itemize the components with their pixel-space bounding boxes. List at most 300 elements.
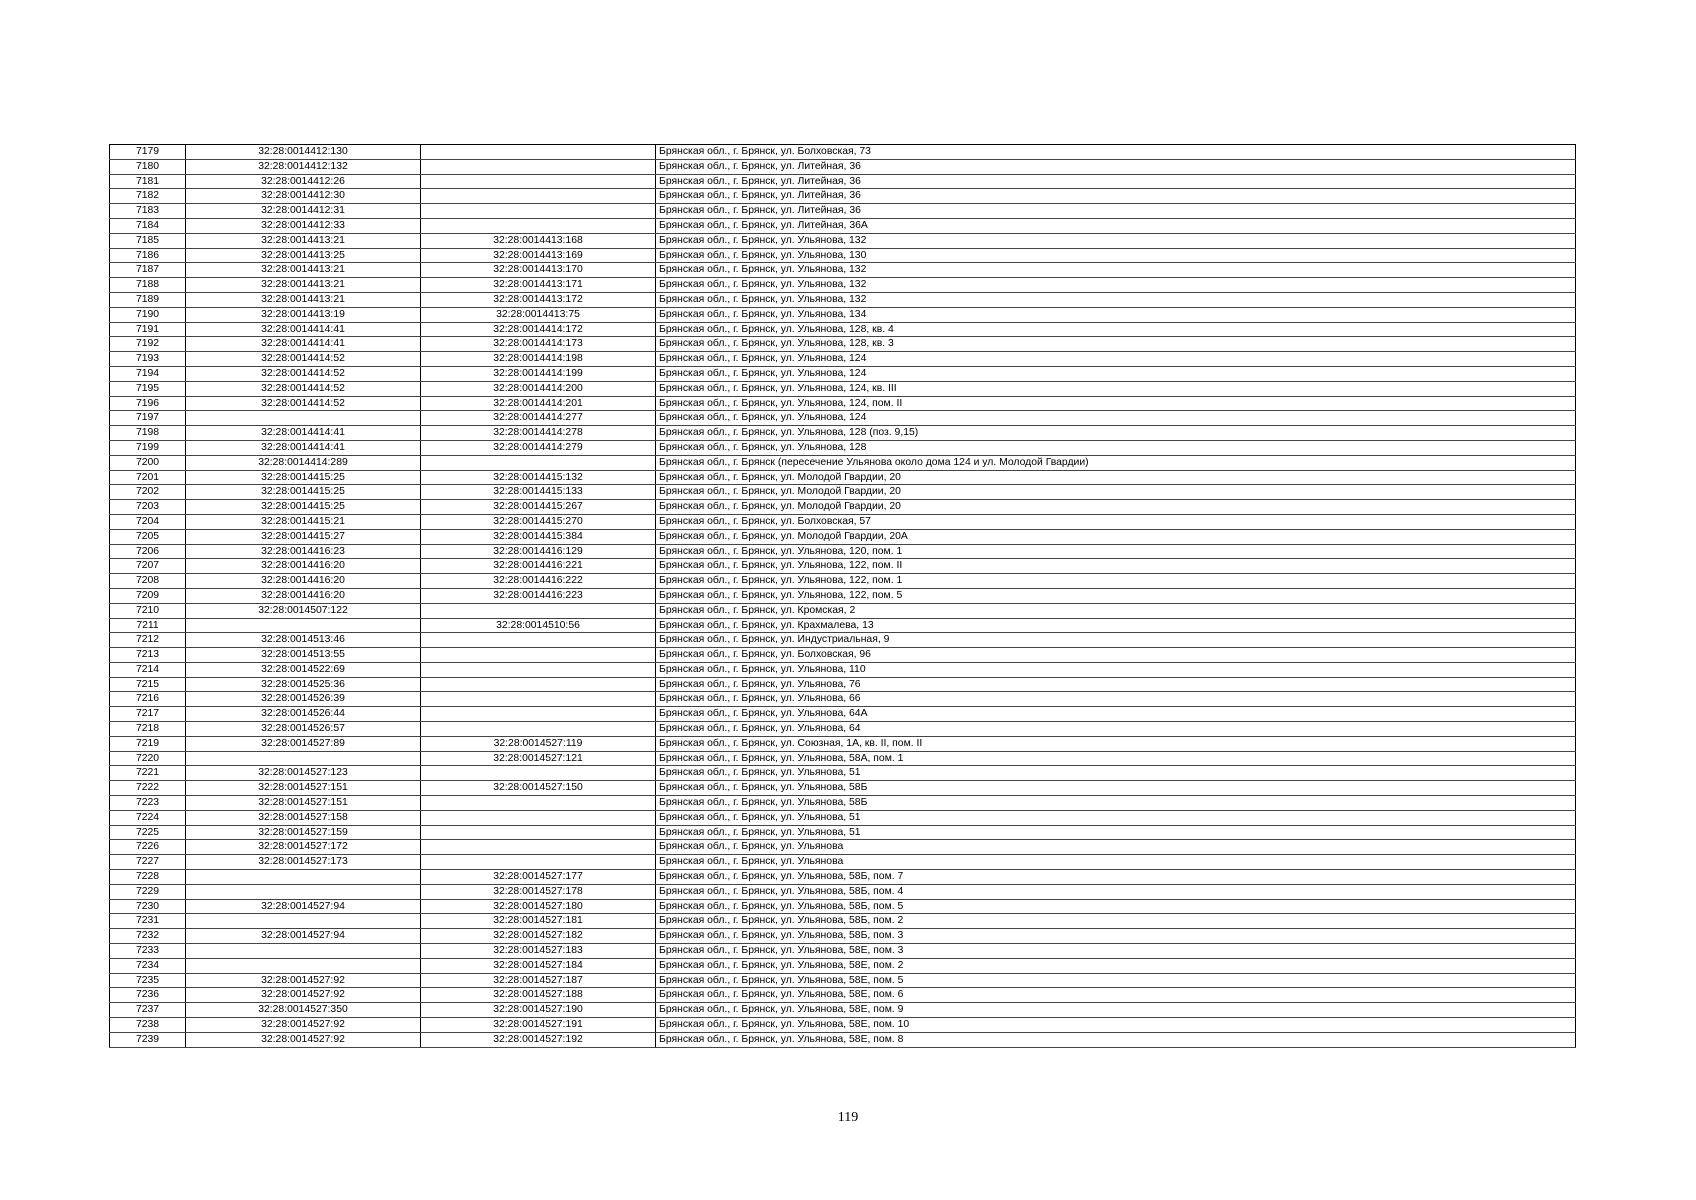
row-number-cell: 7235 [110, 973, 186, 988]
address-cell: Брянская обл., г. Брянск, ул. Болховская, 73 [656, 145, 1576, 160]
address-cell: Брянская обл., г. Брянск, ул. Литейная, 36 [656, 174, 1576, 189]
address-cell: Брянская обл., г. Брянск, ул. Ульянова, 66 [656, 692, 1576, 707]
object-cadastral-number-cell: 32:28:0014527:181 [421, 914, 656, 929]
table-row [110, 559, 1576, 574]
table-row [110, 988, 1576, 1003]
row-number-cell: 7216 [110, 692, 186, 707]
row-number-cell: 7233 [110, 944, 186, 959]
table-row [110, 840, 1576, 855]
object-cadastral-number-cell: 32:28:0014414:279 [421, 440, 656, 455]
row-number-cell: 7197 [110, 411, 186, 426]
table-row [110, 307, 1576, 322]
table-body [110, 145, 1576, 1048]
land-cadastral-number-cell: 32:28:0014527:92 [186, 1032, 421, 1047]
table-row [110, 1032, 1576, 1047]
object-cadastral-number-cell: 32:28:0014413:171 [421, 278, 656, 293]
row-number-cell: 7234 [110, 958, 186, 973]
address-cell: Брянская обл., г. Брянск, ул. Ульянова, 128, кв. 3 [656, 337, 1576, 352]
object-cadastral-number-cell: 32:28:0014527:180 [421, 899, 656, 914]
object-cadastral-number-cell: 32:28:0014415:267 [421, 500, 656, 515]
object-cadastral-number-cell: 32:28:0014414:199 [421, 366, 656, 381]
land-cadastral-number-cell: 32:28:0014412:132 [186, 159, 421, 174]
land-cadastral-number-cell: 32:28:0014527:94 [186, 929, 421, 944]
row-number-cell: 7181 [110, 174, 186, 189]
table-row [110, 145, 1576, 160]
row-number-cell: 7179 [110, 145, 186, 160]
row-number-cell: 7236 [110, 988, 186, 1003]
land-cadastral-number-cell: 32:28:0014412:33 [186, 218, 421, 233]
row-number-cell: 7204 [110, 514, 186, 529]
object-cadastral-number-cell: 32:28:0014527:178 [421, 884, 656, 899]
object-cadastral-number-cell [421, 707, 656, 722]
address-cell: Брянская обл., г. Брянск, ул. Болховская, 57 [656, 514, 1576, 529]
address-cell: Брянская обл., г. Брянск, ул. Ульянова, 64 [656, 722, 1576, 737]
land-cadastral-number-cell: 32:28:0014414:41 [186, 426, 421, 441]
row-number-cell: 7199 [110, 440, 186, 455]
table-row [110, 662, 1576, 677]
table-row [110, 899, 1576, 914]
object-cadastral-number-cell: 32:28:0014413:168 [421, 233, 656, 248]
land-cadastral-number-cell: 32:28:0014414:41 [186, 337, 421, 352]
address-cell: Брянская обл., г. Брянск, ул. Ульянова, 134 [656, 307, 1576, 322]
table-row [110, 633, 1576, 648]
table-row [110, 248, 1576, 263]
row-number-cell: 7222 [110, 781, 186, 796]
object-cadastral-number-cell [421, 455, 656, 470]
row-number-cell: 7187 [110, 263, 186, 278]
land-cadastral-number-cell: 32:28:0014416:20 [186, 574, 421, 589]
row-number-cell: 7229 [110, 884, 186, 899]
table-row [110, 218, 1576, 233]
object-cadastral-number-cell: 32:28:0014415:270 [421, 514, 656, 529]
row-number-cell: 7196 [110, 396, 186, 411]
land-cadastral-number-cell: 32:28:0014415:25 [186, 500, 421, 515]
land-cadastral-number-cell: 32:28:0014413:21 [186, 292, 421, 307]
table-row [110, 292, 1576, 307]
row-number-cell: 7203 [110, 500, 186, 515]
object-cadastral-number-cell [421, 603, 656, 618]
land-cadastral-number-cell: 32:28:0014527:94 [186, 899, 421, 914]
cadastral-table [109, 144, 1576, 1048]
table-row [110, 426, 1576, 441]
land-cadastral-number-cell: 32:28:0014527:158 [186, 810, 421, 825]
object-cadastral-number-cell: 32:28:0014527:184 [421, 958, 656, 973]
row-number-cell: 7189 [110, 292, 186, 307]
row-number-cell: 7188 [110, 278, 186, 293]
object-cadastral-number-cell: 32:28:0014414:173 [421, 337, 656, 352]
table-row [110, 870, 1576, 885]
address-cell: Брянская обл., г. Брянск, ул. Ульянова, 58Е, пом. 6 [656, 988, 1576, 1003]
table-row [110, 470, 1576, 485]
land-cadastral-number-cell [186, 958, 421, 973]
table-row [110, 174, 1576, 189]
object-cadastral-number-cell [421, 825, 656, 840]
address-cell: Брянская обл., г. Брянск, ул. Ульянова, 58Б, пом. 3 [656, 929, 1576, 944]
row-number-cell: 7221 [110, 766, 186, 781]
table-row [110, 485, 1576, 500]
row-number-cell: 7230 [110, 899, 186, 914]
object-cadastral-number-cell: 32:28:0014527:150 [421, 781, 656, 796]
address-cell: Брянская обл., г. Брянск, ул. Литейная, 36 [656, 159, 1576, 174]
land-cadastral-number-cell: 32:28:0014527:350 [186, 1003, 421, 1018]
object-cadastral-number-cell: 32:28:0014414:198 [421, 352, 656, 367]
table-row [110, 1018, 1576, 1033]
table-row [110, 736, 1576, 751]
address-cell: Брянская обл., г. Брянск, ул. Ульянова, 64А [656, 707, 1576, 722]
land-cadastral-number-cell: 32:28:0014527:159 [186, 825, 421, 840]
row-number-cell: 7211 [110, 618, 186, 633]
address-cell: Брянская обл., г. Брянск, ул. Ульянова, 124 [656, 366, 1576, 381]
object-cadastral-number-cell: 32:28:0014413:75 [421, 307, 656, 322]
row-number-cell: 7186 [110, 248, 186, 263]
object-cadastral-number-cell [421, 692, 656, 707]
object-cadastral-number-cell: 32:28:0014415:132 [421, 470, 656, 485]
row-number-cell: 7224 [110, 810, 186, 825]
table-row [110, 855, 1576, 870]
object-cadastral-number-cell [421, 662, 656, 677]
table-row [110, 618, 1576, 633]
row-number-cell: 7218 [110, 722, 186, 737]
land-cadastral-number-cell: 32:28:0014527:89 [186, 736, 421, 751]
land-cadastral-number-cell: 32:28:0014527:172 [186, 840, 421, 855]
land-cadastral-number-cell: 32:28:0014413:21 [186, 263, 421, 278]
object-cadastral-number-cell: 32:28:0014416:222 [421, 574, 656, 589]
object-cadastral-number-cell [421, 648, 656, 663]
land-cadastral-number-cell: 32:28:0014414:289 [186, 455, 421, 470]
land-cadastral-number-cell: 32:28:0014526:39 [186, 692, 421, 707]
address-cell: Брянская обл., г. Брянск, ул. Ульянова [656, 840, 1576, 855]
row-number-cell: 7195 [110, 381, 186, 396]
table-row [110, 366, 1576, 381]
address-cell: Брянская обл., г. Брянск, ул. Ульянова, 132 [656, 263, 1576, 278]
address-cell: Брянская обл., г. Брянск, ул. Ульянова, 122, пом. 5 [656, 588, 1576, 603]
table-row [110, 751, 1576, 766]
table-row [110, 648, 1576, 663]
object-cadastral-number-cell: 32:28:0014414:277 [421, 411, 656, 426]
land-cadastral-number-cell: 32:28:0014412:130 [186, 145, 421, 160]
row-number-cell: 7220 [110, 751, 186, 766]
land-cadastral-number-cell: 32:28:0014412:30 [186, 189, 421, 204]
object-cadastral-number-cell: 32:28:0014414:200 [421, 381, 656, 396]
address-cell: Брянская обл., г. Брянск, ул. Ульянова, 58Е, пом. 10 [656, 1018, 1576, 1033]
table-row [110, 781, 1576, 796]
row-number-cell: 7190 [110, 307, 186, 322]
land-cadastral-number-cell: 32:28:0014414:52 [186, 352, 421, 367]
row-number-cell: 7215 [110, 677, 186, 692]
land-cadastral-number-cell: 32:28:0014527:123 [186, 766, 421, 781]
address-cell: Брянская обл., г. Брянск, ул. Ульянова, 124 [656, 411, 1576, 426]
address-cell: Брянская обл., г. Брянск, ул. Ульянова, 58Е, пом. 2 [656, 958, 1576, 973]
table-row [110, 233, 1576, 248]
land-cadastral-number-cell: 32:28:0014414:52 [186, 381, 421, 396]
object-cadastral-number-cell: 32:28:0014413:169 [421, 248, 656, 263]
table-row [110, 189, 1576, 204]
land-cadastral-number-cell [186, 914, 421, 929]
address-cell: Брянская обл., г. Брянск, ул. Ульянова, 58Б, пом. 5 [656, 899, 1576, 914]
address-cell: Брянская обл., г. Брянск, ул. Ульянова, 58Б [656, 796, 1576, 811]
land-cadastral-number-cell: 32:28:0014413:19 [186, 307, 421, 322]
land-cadastral-number-cell [186, 944, 421, 959]
table-row [110, 263, 1576, 278]
address-cell: Брянская обл., г. Брянск, ул. Молодой Гвардии, 20 [656, 500, 1576, 515]
address-cell: Брянская обл., г. Брянск, ул. Ульянова, 132 [656, 233, 1576, 248]
object-cadastral-number-cell [421, 218, 656, 233]
land-cadastral-number-cell: 32:28:0014415:25 [186, 470, 421, 485]
object-cadastral-number-cell: 32:28:0014415:384 [421, 529, 656, 544]
table-row [110, 944, 1576, 959]
address-cell: Брянская обл., г. Брянск, ул. Ульянова, 51 [656, 825, 1576, 840]
row-number-cell: 7182 [110, 189, 186, 204]
address-cell: Брянская обл., г. Брянск, ул. Индустриальная, 9 [656, 633, 1576, 648]
object-cadastral-number-cell [421, 204, 656, 219]
table-row [110, 603, 1576, 618]
object-cadastral-number-cell: 32:28:0014527:190 [421, 1003, 656, 1018]
address-cell: Брянская обл., г. Брянск, ул. Ульянова, 58Б, пом. 2 [656, 914, 1576, 929]
row-number-cell: 7238 [110, 1018, 186, 1033]
object-cadastral-number-cell [421, 722, 656, 737]
object-cadastral-number-cell: 32:28:0014414:172 [421, 322, 656, 337]
land-cadastral-number-cell: 32:28:0014416:20 [186, 559, 421, 574]
land-cadastral-number-cell: 32:28:0014525:36 [186, 677, 421, 692]
table-row [110, 707, 1576, 722]
row-number-cell: 7227 [110, 855, 186, 870]
table-row [110, 796, 1576, 811]
address-cell: Брянская обл., г. Брянск, ул. Ульянова, 51 [656, 766, 1576, 781]
table-row [110, 455, 1576, 470]
object-cadastral-number-cell [421, 796, 656, 811]
address-cell: Брянская обл., г. Брянск, ул. Союзная, 1А, кв. II, пом. II [656, 736, 1576, 751]
land-cadastral-number-cell: 32:28:0014527:173 [186, 855, 421, 870]
address-cell: Брянская обл., г. Брянск, ул. Ульянова, 76 [656, 677, 1576, 692]
row-number-cell: 7202 [110, 485, 186, 500]
row-number-cell: 7191 [110, 322, 186, 337]
table-row [110, 381, 1576, 396]
table-row [110, 500, 1576, 515]
land-cadastral-number-cell: 32:28:0014526:57 [186, 722, 421, 737]
table-row [110, 411, 1576, 426]
land-cadastral-number-cell: 32:28:0014414:52 [186, 396, 421, 411]
address-cell: Брянская обл., г. Брянск (пересечение Ульянова около дома 124 и ул. Молодой Гвардии) [656, 455, 1576, 470]
address-cell: Брянская обл., г. Брянск, ул. Ульянова, 120, пом. 1 [656, 544, 1576, 559]
object-cadastral-number-cell: 32:28:0014527:121 [421, 751, 656, 766]
address-cell: Брянская обл., г. Брянск, ул. Ульянова, 110 [656, 662, 1576, 677]
land-cadastral-number-cell: 32:28:0014415:25 [186, 485, 421, 500]
table-row [110, 1003, 1576, 1018]
row-number-cell: 7208 [110, 574, 186, 589]
address-cell: Брянская обл., г. Брянск, ул. Молодой Гвардии, 20А [656, 529, 1576, 544]
object-cadastral-number-cell: 32:28:0014527:191 [421, 1018, 656, 1033]
object-cadastral-number-cell [421, 159, 656, 174]
row-number-cell: 7180 [110, 159, 186, 174]
address-cell: Брянская обл., г. Брянск, ул. Ульянова, 58А, пом. 1 [656, 751, 1576, 766]
object-cadastral-number-cell: 32:28:0014527:192 [421, 1032, 656, 1047]
table-row [110, 322, 1576, 337]
address-cell: Брянская обл., г. Брянск, ул. Ульянова, 58Б, пом. 4 [656, 884, 1576, 899]
table-row [110, 159, 1576, 174]
land-cadastral-number-cell [186, 618, 421, 633]
land-cadastral-number-cell: 32:28:0014414:41 [186, 322, 421, 337]
row-number-cell: 7206 [110, 544, 186, 559]
table-row [110, 810, 1576, 825]
land-cadastral-number-cell: 32:28:0014527:151 [186, 796, 421, 811]
object-cadastral-number-cell: 32:28:0014527:183 [421, 944, 656, 959]
row-number-cell: 7193 [110, 352, 186, 367]
land-cadastral-number-cell: 32:28:0014522:69 [186, 662, 421, 677]
land-cadastral-number-cell: 32:28:0014513:46 [186, 633, 421, 648]
object-cadastral-number-cell [421, 840, 656, 855]
object-cadastral-number-cell: 32:28:0014414:278 [421, 426, 656, 441]
row-number-cell: 7232 [110, 929, 186, 944]
land-cadastral-number-cell: 32:28:0014413:25 [186, 248, 421, 263]
row-number-cell: 7223 [110, 796, 186, 811]
object-cadastral-number-cell [421, 855, 656, 870]
object-cadastral-number-cell [421, 766, 656, 781]
table-row [110, 529, 1576, 544]
row-number-cell: 7209 [110, 588, 186, 603]
land-cadastral-number-cell: 32:28:0014527:151 [186, 781, 421, 796]
row-number-cell: 7239 [110, 1032, 186, 1047]
page-number: 119 [837, 1110, 859, 1125]
address-cell: Брянская обл., г. Брянск, ул. Ульянова, 58Е, пом. 5 [656, 973, 1576, 988]
table-row [110, 278, 1576, 293]
address-cell: Брянская обл., г. Брянск, ул. Ульянова, 58Е, пом. 3 [656, 944, 1576, 959]
address-cell: Брянская обл., г. Брянск, ул. Ульянова, 124 [656, 352, 1576, 367]
object-cadastral-number-cell: 32:28:0014413:172 [421, 292, 656, 307]
address-cell: Брянская обл., г. Брянск, ул. Литейная, 36А [656, 218, 1576, 233]
row-number-cell: 7217 [110, 707, 186, 722]
address-cell: Брянская обл., г. Брянск, ул. Ульянова, 124, пом. II [656, 396, 1576, 411]
address-cell: Брянская обл., г. Брянск, ул. Ульянова, 58Е, пом. 9 [656, 1003, 1576, 1018]
land-cadastral-number-cell [186, 411, 421, 426]
address-cell: Брянская обл., г. Брянск, ул. Ульянова, 128 [656, 440, 1576, 455]
table-row [110, 914, 1576, 929]
table-row [110, 396, 1576, 411]
object-cadastral-number-cell: 32:28:0014416:129 [421, 544, 656, 559]
row-number-cell: 7231 [110, 914, 186, 929]
address-cell: Брянская обл., г. Брянск, ул. Ульянова, 124, кв. III [656, 381, 1576, 396]
table-row [110, 440, 1576, 455]
object-cadastral-number-cell: 32:28:0014413:170 [421, 263, 656, 278]
land-cadastral-number-cell: 32:28:0014413:21 [186, 233, 421, 248]
table-row [110, 514, 1576, 529]
land-cadastral-number-cell: 32:28:0014412:26 [186, 174, 421, 189]
object-cadastral-number-cell: 32:28:0014527:182 [421, 929, 656, 944]
row-number-cell: 7200 [110, 455, 186, 470]
table-row [110, 544, 1576, 559]
address-cell: Брянская обл., г. Брянск, ул. Литейная, 36 [656, 204, 1576, 219]
table-row [110, 884, 1576, 899]
row-number-cell: 7201 [110, 470, 186, 485]
land-cadastral-number-cell [186, 884, 421, 899]
row-number-cell: 7214 [110, 662, 186, 677]
land-cadastral-number-cell: 32:28:0014416:20 [186, 588, 421, 603]
row-number-cell: 7219 [110, 736, 186, 751]
object-cadastral-number-cell [421, 174, 656, 189]
address-cell: Брянская обл., г. Брянск, ул. Болховская, 96 [656, 648, 1576, 663]
row-number-cell: 7192 [110, 337, 186, 352]
address-cell: Брянская обл., г. Брянск, ул. Кромская, 2 [656, 603, 1576, 618]
address-cell: Брянская обл., г. Брянск, ул. Ульянова, 58Б [656, 781, 1576, 796]
object-cadastral-number-cell [421, 145, 656, 160]
land-cadastral-number-cell: 32:28:0014414:41 [186, 440, 421, 455]
address-cell: Брянская обл., г. Брянск, ул. Молодой Гвардии, 20 [656, 470, 1576, 485]
object-cadastral-number-cell: 32:28:0014414:201 [421, 396, 656, 411]
table-row [110, 722, 1576, 737]
land-cadastral-number-cell: 32:28:0014513:55 [186, 648, 421, 663]
address-cell: Брянская обл., г. Брянск, ул. Ульянова [656, 855, 1576, 870]
table-row [110, 588, 1576, 603]
address-cell: Брянская обл., г. Брянск, ул. Ульянова, 58Е, пом. 8 [656, 1032, 1576, 1047]
table-row [110, 677, 1576, 692]
land-cadastral-number-cell: 32:28:0014412:31 [186, 204, 421, 219]
table-row [110, 204, 1576, 219]
address-cell: Брянская обл., г. Брянск, ул. Литейная, 36 [656, 189, 1576, 204]
object-cadastral-number-cell [421, 189, 656, 204]
object-cadastral-number-cell [421, 633, 656, 648]
land-cadastral-number-cell [186, 870, 421, 885]
table-row [110, 973, 1576, 988]
address-cell: Брянская обл., г. Брянск, ул. Крахмалева, 13 [656, 618, 1576, 633]
address-cell: Брянская обл., г. Брянск, ул. Ульянова, 51 [656, 810, 1576, 825]
address-cell: Брянская обл., г. Брянск, ул. Ульянова, 58Б, пом. 7 [656, 870, 1576, 885]
row-number-cell: 7205 [110, 529, 186, 544]
address-cell: Брянская обл., г. Брянск, ул. Ульянова, 128 (поз. 9,15) [656, 426, 1576, 441]
object-cadastral-number-cell [421, 677, 656, 692]
row-number-cell: 7198 [110, 426, 186, 441]
row-number-cell: 7207 [110, 559, 186, 574]
object-cadastral-number-cell: 32:28:0014416:223 [421, 588, 656, 603]
land-cadastral-number-cell: 32:28:0014526:44 [186, 707, 421, 722]
land-cadastral-number-cell: 32:28:0014416:23 [186, 544, 421, 559]
land-cadastral-number-cell: 32:28:0014415:27 [186, 529, 421, 544]
table-row [110, 574, 1576, 589]
row-number-cell: 7212 [110, 633, 186, 648]
address-cell: Брянская обл., г. Брянск, ул. Ульянова, 130 [656, 248, 1576, 263]
row-number-cell: 7184 [110, 218, 186, 233]
row-number-cell: 7183 [110, 204, 186, 219]
row-number-cell: 7185 [110, 233, 186, 248]
address-cell: Брянская обл., г. Брянск, ул. Молодой Гвардии, 20 [656, 485, 1576, 500]
row-number-cell: 7228 [110, 870, 186, 885]
table-row [110, 337, 1576, 352]
object-cadastral-number-cell: 32:28:0014527:177 [421, 870, 656, 885]
land-cadastral-number-cell [186, 751, 421, 766]
land-cadastral-number-cell: 32:28:0014527:92 [186, 988, 421, 1003]
table-row [110, 352, 1576, 367]
land-cadastral-number-cell: 32:28:0014415:21 [186, 514, 421, 529]
land-cadastral-number-cell: 32:28:0014414:52 [186, 366, 421, 381]
table-row [110, 825, 1576, 840]
row-number-cell: 7194 [110, 366, 186, 381]
row-number-cell: 7237 [110, 1003, 186, 1018]
land-cadastral-number-cell: 32:28:0014527:92 [186, 973, 421, 988]
row-number-cell: 7225 [110, 825, 186, 840]
object-cadastral-number-cell: 32:28:0014527:188 [421, 988, 656, 1003]
land-cadastral-number-cell: 32:28:0014507:122 [186, 603, 421, 618]
address-cell: Брянская обл., г. Брянск, ул. Ульянова, 122, пом. II [656, 559, 1576, 574]
table-row [110, 766, 1576, 781]
object-cadastral-number-cell: 32:28:0014416:221 [421, 559, 656, 574]
land-cadastral-number-cell: 32:28:0014527:92 [186, 1018, 421, 1033]
address-cell: Брянская обл., г. Брянск, ул. Ульянова, 132 [656, 278, 1576, 293]
address-cell: Брянская обл., г. Брянск, ул. Ульянова, 122, пом. 1 [656, 574, 1576, 589]
object-cadastral-number-cell: 32:28:0014510:56 [421, 618, 656, 633]
object-cadastral-number-cell: 32:28:0014527:119 [421, 736, 656, 751]
table-row [110, 692, 1576, 707]
row-number-cell: 7210 [110, 603, 186, 618]
address-cell: Брянская обл., г. Брянск, ул. Ульянова, 132 [656, 292, 1576, 307]
table-row [110, 929, 1576, 944]
